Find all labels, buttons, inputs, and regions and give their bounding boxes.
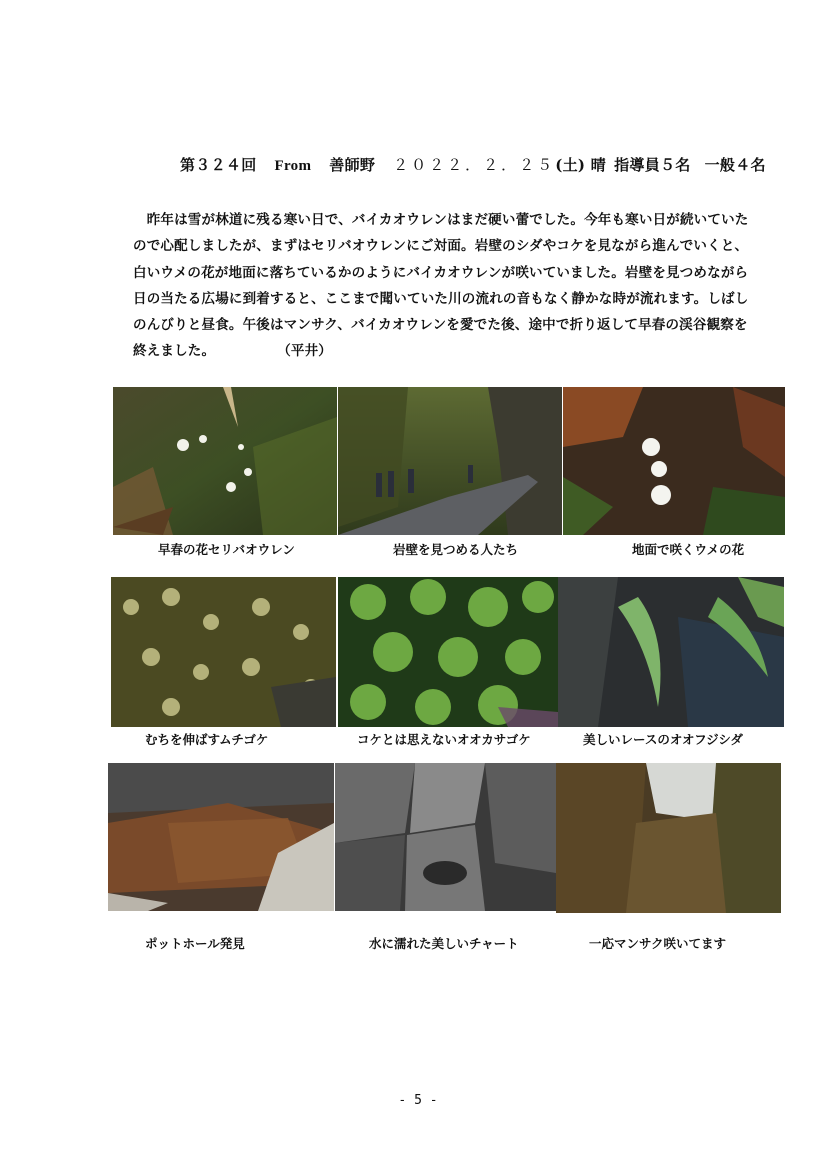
photo-caption: 一応マンサク咲いてます <box>589 936 727 951</box>
photo-caption: 水に濡れた美しいチャート <box>369 936 519 951</box>
body-line: ので心配しましたが、まずはセリバオウレンにご対面。岩壁のシダやコケを見ながら進んでいくと、 <box>133 238 749 255</box>
hikers-path-photo <box>338 387 562 535</box>
moss-photo <box>111 577 336 727</box>
staff-count: 指導員５名 <box>614 156 691 174</box>
white-flower-photo <box>563 387 785 535</box>
date: ２０２２．２．２５ <box>393 156 556 174</box>
report-body <box>133 207 763 365</box>
page-number: - 5 - <box>398 1093 438 1108</box>
body-line: 白いウメの花が地面に落ちているかのようにバイカオウレンが咲いていました。岩壁を見つめながら <box>133 264 749 281</box>
photo-caption: 地面で咲くウメの花 <box>632 542 745 557</box>
body-line: 昨年は雪が林道に残る寒い日で、バイカオウレンはまだ硬い蕾でした。今年も寒い日が続いていた <box>133 212 749 228</box>
body-last-line: 終えました。 （平井） <box>133 343 333 360</box>
photo-caption: コケとは思えないオオカサゴケ <box>357 732 531 747</box>
photo-caption: 美しいレースのオオフジシダ <box>583 732 743 747</box>
witch-hazel-photo <box>556 763 781 913</box>
photo-caption: むちを伸ばすムチゴケ <box>145 732 269 747</box>
from-label: From <box>274 158 312 174</box>
issue-number: 第３２４回 <box>180 156 257 174</box>
photo-caption: 岩壁を見つめる人たち <box>393 542 519 557</box>
general-count: 一般４名 <box>704 156 766 174</box>
wildflower-photo <box>113 387 337 535</box>
place-name: 善師野 <box>329 156 376 174</box>
chert-rock-photo <box>335 763 556 911</box>
pothole-photo <box>108 763 334 911</box>
photo-caption: ポットホール発見 <box>145 936 245 951</box>
author: （平井） <box>277 343 333 360</box>
report-title <box>180 154 780 175</box>
umbrella-moss-photo <box>338 577 558 727</box>
photo-caption: 早春の花セリバオウレン <box>158 542 295 557</box>
body-line: のんびりと昼食。午後はマンサク、バイカオウレンを愛でた後、途中で折り返して早春の渓谷観察を <box>133 317 748 334</box>
day-weather: (土) 晴 <box>555 156 607 174</box>
body-line: 日の当たる広場に到着すると、ここまで聞いていた川の流れの音もなく静かな時が流れます。しばし <box>133 290 749 307</box>
fern-photo <box>558 577 784 727</box>
